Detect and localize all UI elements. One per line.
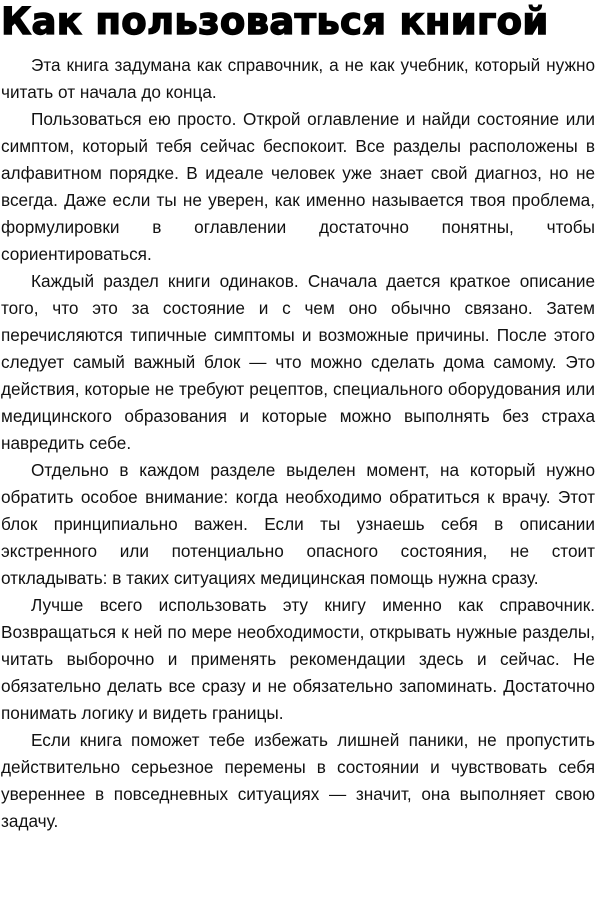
paragraph-1: Эта книга задумана как справочник, а не как учебник, который нужно читать от начала до конца. <box>1 55 595 102</box>
paragraph-4: Отдельно в каждом разделе выделен момент, на который нужно обратить особое внимание: когда необходимо обратиться к врачу. Этот блок принципиально важен. Если ты узнаешь себя в описании экстренного или потенциально опасного состояния, не стоит откладывать: в таких ситуациях медицинская помощь нужна сразу. <box>1 460 595 588</box>
body-text <box>1 52 595 835</box>
paragraph-3: Каждый раздел книги одинаков. Сначала дается краткое описание того, что это за состояние и с чем оно обычно связано. Затем перечисляются типичные симптомы и возможные причины. После этого следует самый важный блок — что можно сделать дома самому. Это действия, которые не требуют рецептов, специального оборудования или медицинского образования и которые можно выполнять без страха навредить себе. <box>1 271 595 453</box>
page-title: Как пользоваться книгой <box>1 0 549 43</box>
paragraph-6: Если книга поможет тебе избежать лишней паники, не пропустить действительно серьезное перемены в состоянии и чувствовать себя увереннее в повседневных ситуациях — значит, она выполняет свою задачу. <box>1 730 595 831</box>
paragraph-5: Лучше всего использовать эту книгу именно как справочник. Возвращаться к ней по мере необходимости, открывать нужные разделы, читать выборочно и применять рекомендации здесь и сейчас. Не обязательно делать все сразу и не обязательно запоминать. Достаточно понимать логику и видеть границы. <box>1 595 595 723</box>
paragraph-2: Пользоваться ею просто. Открой оглавление и найди состояние или симптом, который тебя сейчас беспокоит. Все разделы расположены в алфавитном порядке. В идеале человек уже знает свой диагноз, но не всегда. Даже если ты не уверен, как именно называется твоя проблема, формулировки в оглавлении достаточно понятны, чтобы сориентироваться. <box>1 109 595 264</box>
